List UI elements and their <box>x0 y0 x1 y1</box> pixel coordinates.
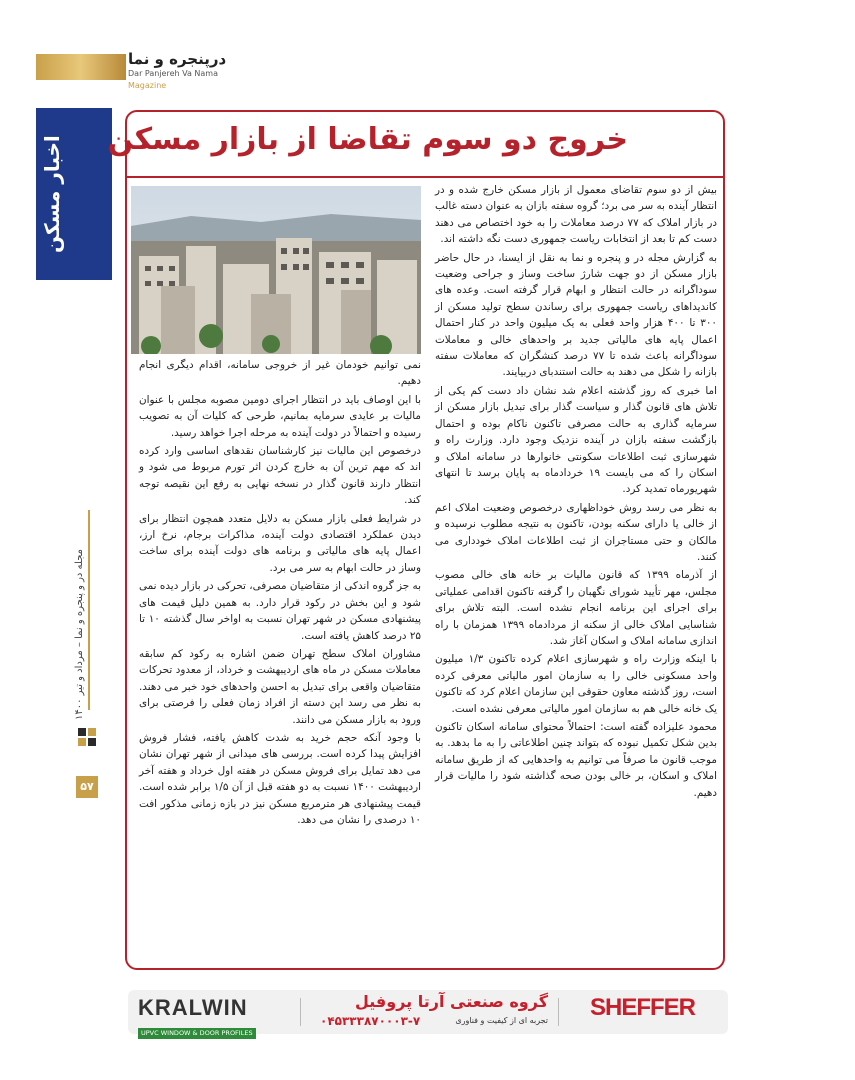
paragraph: به نظر می رسد روش خوداظهاری درخصوص وضعیت املاک اعم از خالی یا دارای سکنه بودن، تاکنون به نتیجه مطلوب نرسیده و مالکان و حتی مستاجران از ثبت اطلاعات املاک خودداری می کنند. <box>435 501 717 563</box>
article-column-right <box>435 182 717 967</box>
paragraph: اما خبری که روز گذشته اعلام شد نشان داد دست کم یکی از تلاش های قانون گذار و سیاست گذار برای تبدیل بازار مسکن از سرمایه گذاری به حالت مصرفی تاکنون ناکام بوده و احتمال بازگشت سفته بازان در آینده نزدیک وجود دارد. وزارت راه و شهرسازی ثبت اطلاعات سکونتی خانوارها در سامانه املاک و اسکان را که می بایست ۱۹ خردادماه به پایان برسد تا انتهای شهریورماه تمدید کرد. <box>435 384 717 496</box>
paragraph: درخصوص این مالیات نیز کارشناسان نقدهای اساسی وارد کرده اند که مهم ترین آن به خارج کردن اثر تورم مربوط می شود و انتظار دارند قانون گذار در نسخه نهایی به رفع این نقیصه توجه کند. <box>139 445 421 507</box>
title-bar <box>107 112 723 178</box>
gold-banner <box>36 54 126 80</box>
paragraph: با اینکه وزارت راه و شهرسازی اعلام کرده تاکنون ۱/۳ میلیون واحد مسکونی خالی را به سازمان امور مالیاتی معرفی کرده است، روز گذشته معاون حقوقی این سازمان اعلام کرد که تاکنون یک خانه خالی هم به سازمان امور مالیاتی معرفی نشده است. <box>435 653 717 715</box>
paragraph: با این اوصاف باید در انتظار اجرای دومین مصوبه مجلس با عنوان مالیات بر عایدی سرمایه بمانیم، طرحی که کلیات آن به تصویب رسیده و احتمالاً در دولت آینده به مرحله اجرا خواهد رسید. <box>139 393 421 439</box>
paragraph: از آذرماه ۱۳۹۹ که قانون مالیات بر خانه های خالی مصوب مجلس، مهر تأیید شورای نگهبان را گرفته تاکنون اقدامی عملیاتی برای اجرای این برنامه انجام نشده است. البته تلاش برای شناسایی املاک خالی از سکنه از مردادماه ۱۳۹۹ همزمان با راه اندازی سامانه املاک و اسکان آغاز شد. <box>435 569 717 647</box>
divider <box>558 998 559 1026</box>
section-tab-label: اخبار مسکن <box>40 135 64 253</box>
article-column-left <box>139 357 421 967</box>
sheffer-logo: SHEFFER <box>590 994 696 1021</box>
kralwin-tagline: UPVC WINDOW & DOOR PROFILES <box>138 1028 256 1039</box>
paragraph: در شرایط فعلی بازار مسکن به دلایل متعدد همچون انتظار برای دیدن عملکرد اقتصادی دولت آینده، مذاکرات برجام، نرخ ارز، اعمال پایه های مالیاتی و برنامه های دولت آینده برای ساخت وساز در حالت ابهام به سر می برد. <box>139 512 421 574</box>
kralwin-logo <box>138 995 288 1037</box>
advertisement-banner[interactable] <box>128 990 728 1037</box>
paragraph: با وجود آنکه حجم خرید به شدت کاهش یافته، فشار فروش افزایش پیدا کرده است. بررسی های میدانی از شهر تهران نشان می دهد تمایل برای فروش مسکن در هفته اول خرداد و هفته آخر اردیبهشت ۱۴۰۰ نسبت به دو هفته قبل از آن ۱/۵ برابر شده است. قیمت پیشنهادی هر مترمربع مسکن نیز در بازه زمانی مذکور افت ۱۰ درصدی را نشان می دهد. <box>139 731 422 826</box>
company-slogan: تجربه ای از کیفیت و فناوری <box>455 1016 548 1025</box>
page-number: ۵۷ <box>76 776 98 798</box>
article-title: خروج دو سوم تقاضا از بازار مسکن <box>107 122 628 157</box>
window-icon <box>75 725 99 749</box>
paragraph: بیش از دو سوم تقاضای معمول از بازار مسکن خارج شده و در انتظار آینده به سر می برد؛ گروه سفته بازان به عنوان دسته غالب در بازار املاک که ۷۷ درصد معاملات را به خود اختصاص می دهند دست کم تا بعد از انتخابات ریاست جمهوری دست نگه داشته اند. <box>435 184 718 246</box>
logo-persian: درپنجره و نما <box>128 50 227 68</box>
paragraph: به گزارش مجله در و پنجره و نما به نقل از ایسنا، در حال حاضر بازار مسکن از دو جهت شارژ ساخت وساز و جراحی وضعیت سوداگرانه در حالت انتظار و ابهام قرار گرفته است. وعده های کاندیداهای ریاست جمهوری برای رساندن سطح تولید مسکن از ۳۰۰ تا ۴۰۰ هزار واحد فعلی به یک میلیون واحد در کنار احتمال اعمال پایه های مالیاتی جدید بر واحدهای خالی و معاملات سوداگرانه باعث شده تا ۷۷ درصد کنشگران که معاملات سفته بازانه را شکل می دهند به حالت استندبای دربیایند. <box>435 251 717 379</box>
kralwin-word: KRALWIN <box>138 995 248 1020</box>
paragraph: مشاوران املاک سطح تهران ضمن اشاره به رکود کم سابقه معاملات مسکن در ماه های اردیبهشت و خرداد، از معدود تحرکات متقاضیان واقعی برای تبدیل به احسن واحدهای خود خبر می دهند. به نظر می رسد این دسته از افراد زمان فعلی را فرصتی برای ورود به بازار مسکن می دانند. <box>139 647 421 726</box>
paragraph: محمود علیزاده گفته است: احتمالاً محتوای سامانه اسکان تاکنون بدین شکل تکمیل نبوده که بتواند چنین اطلاعاتی را به ما بدهد. به موجب قانون ما صرفاً می توانیم به واحدهایی که از طریق سامانه املاک و اسکان، بر خالی بودن صحه گذاشته شود را مالیات قرار دهیم. <box>435 721 717 799</box>
phone-number: ۰۴۵۳۳۳۸۷۰۰۰۳-۷ <box>320 1014 421 1028</box>
paragraph: به جز گروه اندکی از متقاضیان مصرفی، تحرکی در بازار دیده نمی شود و این بخش در رکود قرار دارد. به همین دلیل قیمت های پیشنهادی مسکن در شهر تهران نسبت به اواخر سال گذشته ۱۰ تا ۲۵ درصد کاهش یافته است. <box>139 580 421 642</box>
issue-info: مجله در و پنجره و نما – مرداد و تیر ۱۴۰۰ <box>74 548 85 720</box>
magazine-logo[interactable] <box>128 50 228 90</box>
company-name: گروه صنعتی آرتا پروفیل <box>354 992 548 1011</box>
city-photo <box>131 186 421 354</box>
paragraph: نمی توانیم خودمان غیر از خروجی سامانه، اقدام دیگری انجام دهیم. <box>139 359 421 388</box>
article-frame <box>107 110 725 970</box>
logo-english: Dar Panjereh Va Nama Magazine <box>128 69 219 90</box>
divider <box>300 998 301 1026</box>
